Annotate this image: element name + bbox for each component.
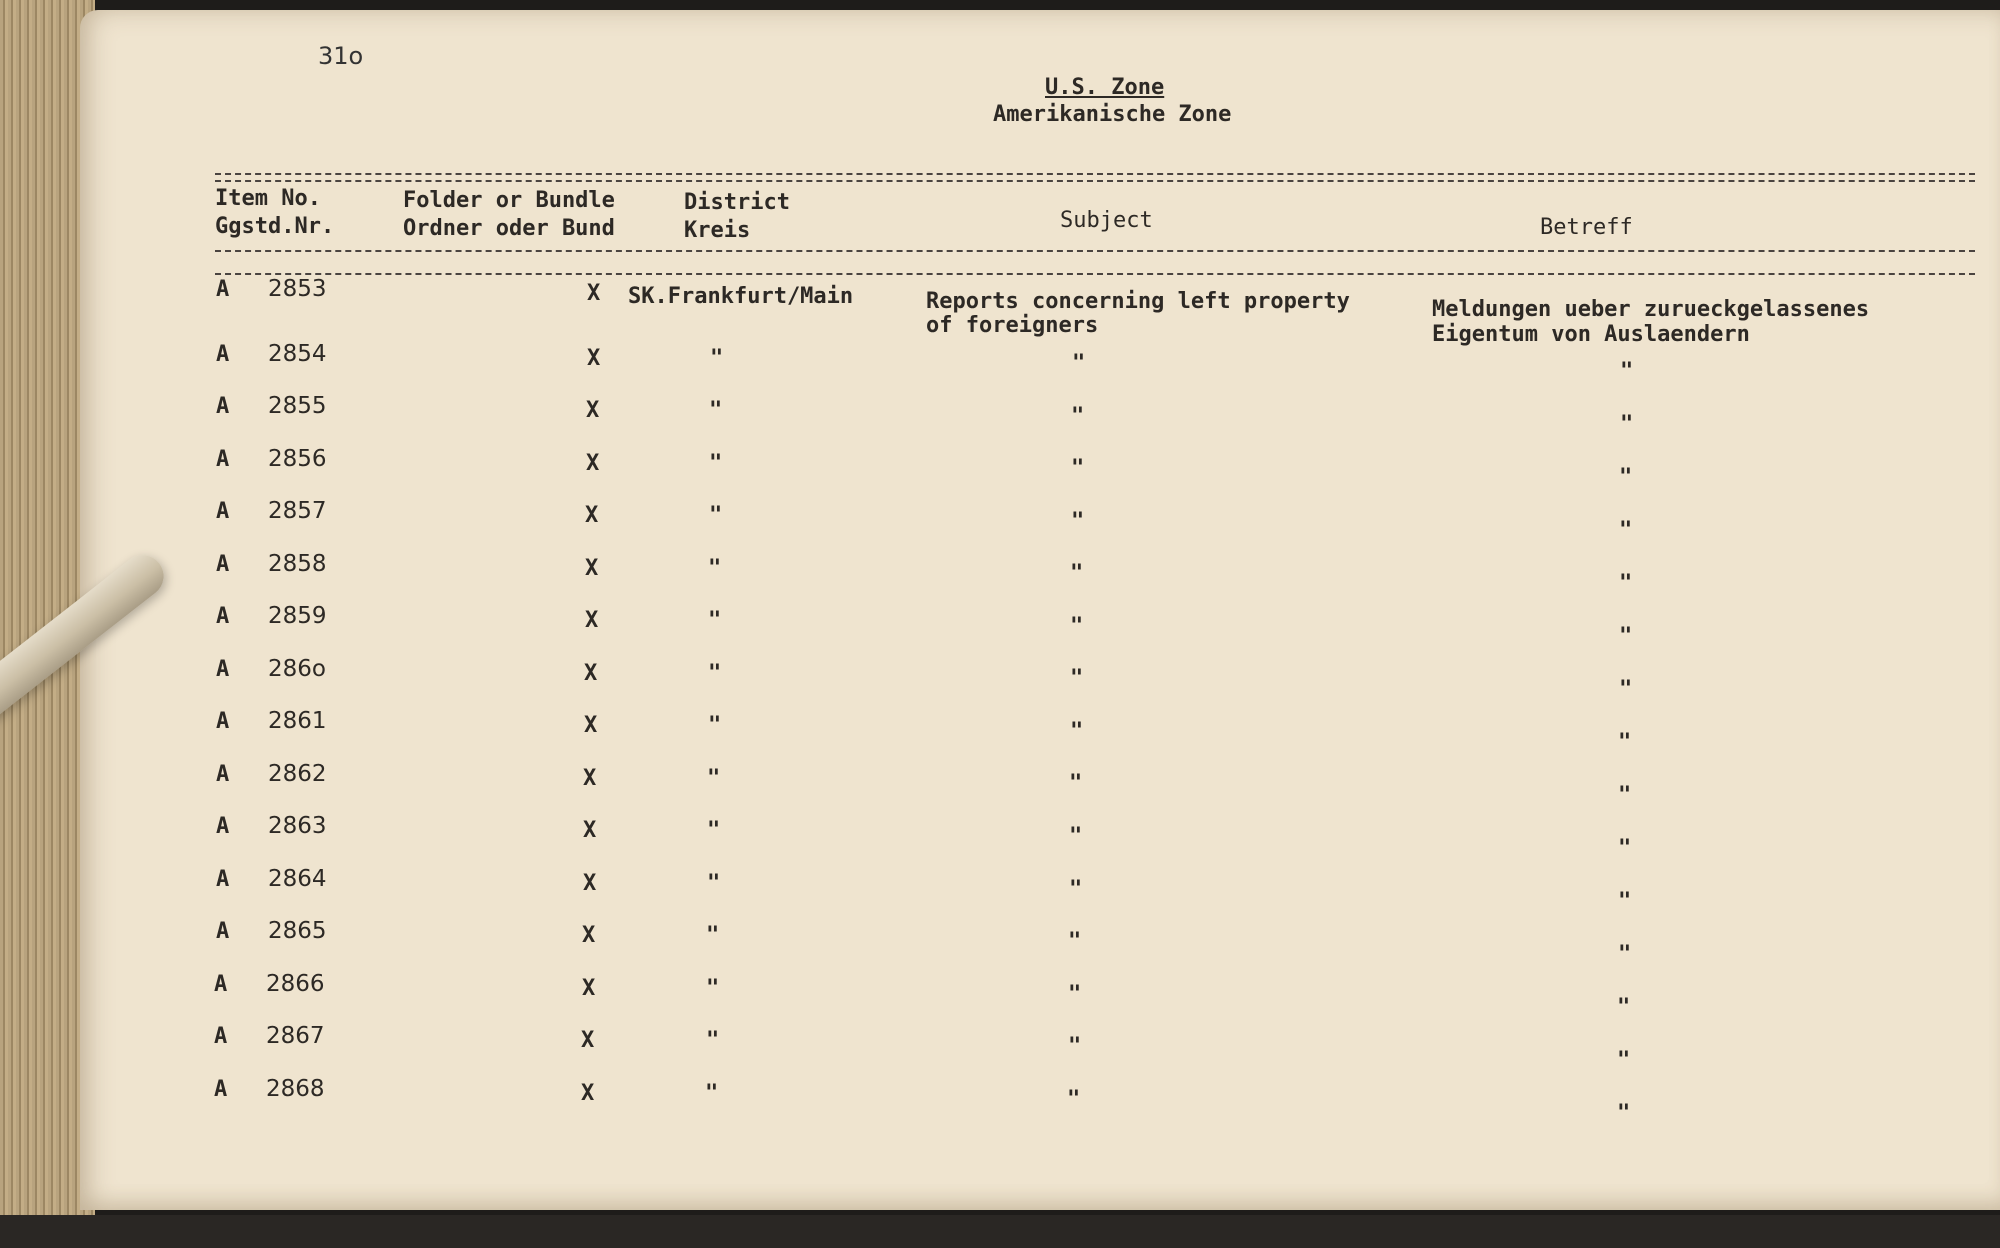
betreff-first-line1: Meldungen ueber zurueckgelassenes	[1432, 297, 1870, 322]
row-betreff-ditto: "	[1617, 995, 1631, 1020]
row-betreff-ditto: "	[1618, 942, 1632, 967]
row-folder-mark: X	[587, 346, 601, 371]
header-bottom-rule	[215, 250, 1975, 252]
row-subject-ditto: "	[1069, 824, 1083, 849]
col-folder-de: Ordner oder Bund	[403, 216, 615, 241]
row-subject-ditto: "	[1068, 1034, 1082, 1059]
row-letter: A	[216, 709, 230, 734]
row-betreff-ditto: "	[1617, 1101, 1631, 1126]
row-letter: A	[216, 277, 230, 302]
row-folder-mark: X	[581, 1081, 595, 1106]
row-folder-mark: X	[585, 503, 599, 528]
row-betreff-ditto: "	[1619, 624, 1633, 649]
row-betreff-ditto: "	[1619, 677, 1633, 702]
row-district-ditto: "	[708, 608, 722, 633]
row-betreff-ditto: "	[1617, 1048, 1631, 1073]
col-betreff: Betreff	[1540, 215, 1633, 240]
row-district-ditto: "	[709, 503, 723, 528]
row-folder-mark: X	[583, 818, 597, 843]
row-folder-mark: X	[582, 923, 596, 948]
row-folder-mark: X	[586, 451, 600, 476]
row-betreff-ditto: "	[1619, 465, 1633, 490]
row-district-ditto: "	[710, 346, 724, 371]
row-number: 2867	[266, 1023, 325, 1049]
row-district-ditto: "	[705, 1081, 719, 1106]
row-letter: A	[216, 657, 230, 682]
row-folder-mark: X	[586, 398, 600, 423]
row-betreff-ditto: "	[1620, 359, 1634, 384]
row-number: 2868	[266, 1076, 325, 1102]
row-letter: A	[216, 762, 230, 787]
row-number: 2854	[268, 341, 327, 367]
row-letter: A	[216, 604, 230, 629]
row-subject-ditto: "	[1067, 1087, 1081, 1112]
ledger-page	[80, 10, 2000, 1210]
row-number: 2863	[268, 813, 327, 839]
row-number: 2855	[268, 393, 327, 419]
row-subject-ditto: "	[1071, 456, 1085, 481]
row-betreff-ditto: "	[1618, 889, 1632, 914]
row-subject-ditto: "	[1069, 771, 1083, 796]
row-letter: A	[214, 1077, 228, 1102]
row-folder-mark: X	[582, 976, 596, 1001]
row-district-ditto: "	[709, 398, 723, 423]
row-letter: A	[216, 342, 230, 367]
row-betreff-ditto: "	[1618, 730, 1632, 755]
row-folder-mark: X	[585, 608, 599, 633]
row-district-ditto: "	[707, 818, 721, 843]
row-district-ditto: "	[707, 871, 721, 896]
row-subject-ditto: "	[1069, 877, 1083, 902]
row-subject-ditto: "	[1072, 351, 1086, 376]
row-letter: A	[216, 919, 230, 944]
row-district-ditto: "	[708, 661, 722, 686]
row-number: 286o	[268, 656, 326, 682]
row-folder-mark: X	[585, 556, 599, 581]
row-subject-ditto: "	[1070, 719, 1084, 744]
title-en: U.S. Zone	[1045, 75, 1165, 100]
row-letter: A	[216, 814, 230, 839]
col-district-en: District	[684, 190, 790, 215]
row-betreff-ditto: "	[1618, 783, 1632, 808]
row-subject-ditto: "	[1071, 509, 1085, 534]
row-district-ditto: "	[707, 766, 721, 791]
row-folder-mark: X	[587, 281, 601, 306]
row-subject-ditto: "	[1068, 982, 1082, 1007]
row-letter: A	[214, 972, 228, 997]
row-number: 2857	[268, 498, 327, 524]
row-number: 2862	[268, 761, 327, 787]
row-district-ditto: "	[708, 713, 722, 738]
row-subject-ditto: "	[1070, 614, 1084, 639]
row-number: 2861	[268, 708, 327, 734]
col-subject: Subject	[1060, 208, 1153, 233]
col-folder-en: Folder or Bundle	[403, 188, 615, 213]
row-betreff-ditto: "	[1618, 836, 1632, 861]
bottom-strip	[0, 1215, 2000, 1248]
row-number: 2856	[268, 446, 327, 472]
row-district-ditto: "	[706, 976, 720, 1001]
row-betreff-ditto: "	[1620, 412, 1634, 437]
subject-first-line2: of foreigners	[926, 313, 1099, 338]
row-district-ditto: "	[709, 451, 723, 476]
row-district-ditto: "	[708, 556, 722, 581]
row-number: 2858	[268, 551, 327, 577]
page-number: 31o	[318, 42, 364, 70]
betreff-first-line2: Eigentum von Auslaendern	[1432, 322, 1750, 347]
row-subject-ditto: "	[1070, 561, 1084, 586]
row-subject-ditto: "	[1071, 404, 1085, 429]
col-item-de: Ggstd.Nr.	[215, 214, 335, 239]
row-betreff-ditto: "	[1619, 518, 1633, 543]
row-subject-ditto: "	[1070, 666, 1084, 691]
row-folder-mark: X	[581, 1028, 595, 1053]
row-letter: A	[216, 499, 230, 524]
header-bottom-rule-2	[215, 273, 1975, 275]
row-folder-mark: X	[584, 661, 598, 686]
row-letter: A	[216, 867, 230, 892]
row-number: 2865	[268, 918, 327, 944]
row-folder-mark: X	[583, 871, 597, 896]
row-district-ditto: "	[706, 923, 720, 948]
row-betreff-ditto: "	[1619, 571, 1633, 596]
row-folder-mark: X	[584, 713, 598, 738]
row-number: 2853	[268, 276, 327, 302]
row-number: 2866	[266, 971, 325, 997]
row-number: 2859	[268, 603, 327, 629]
row-letter: A	[216, 394, 230, 419]
col-district-de: Kreis	[684, 218, 751, 243]
subject-first-line1: Reports concerning left property	[926, 289, 1350, 314]
title-de: Amerikanische Zone	[993, 102, 1232, 127]
row-subject-ditto: "	[1068, 929, 1082, 954]
district-first: SK.Frankfurt/Main	[628, 284, 854, 309]
row-letter: A	[216, 447, 230, 472]
row-letter: A	[214, 1024, 228, 1049]
header-top-rule	[215, 173, 1975, 175]
header-top-rule-2	[215, 180, 1975, 182]
row-letter: A	[216, 552, 230, 577]
row-number: 2864	[268, 866, 327, 892]
col-item-en: Item No.	[215, 186, 321, 211]
row-folder-mark: X	[583, 766, 597, 791]
row-district-ditto: "	[706, 1028, 720, 1053]
